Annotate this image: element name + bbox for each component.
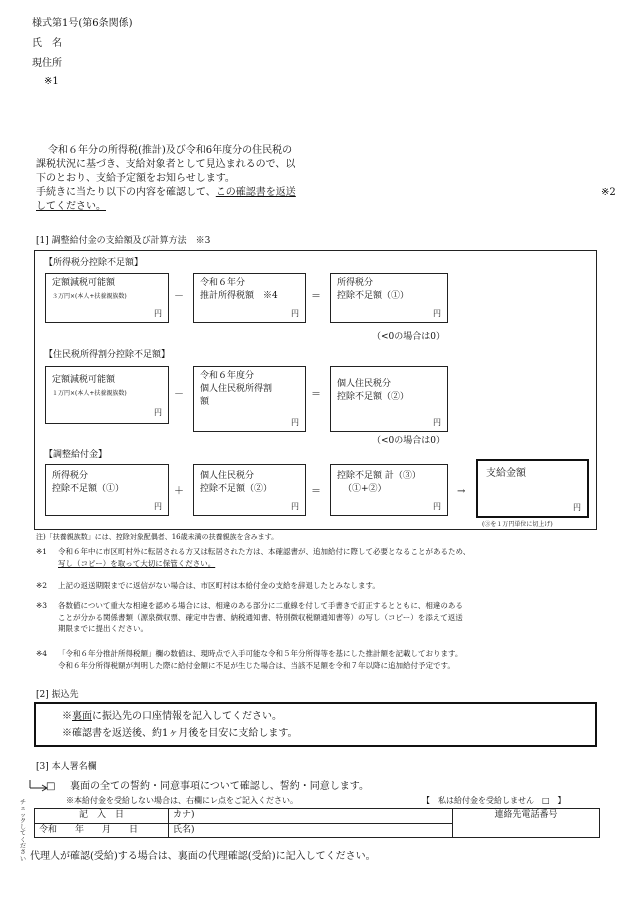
note-2-line-1: 上記の返送期限までに返信がない場合は、市区町村は本給付金の支給を辞退したとみなします。	[58, 581, 380, 590]
resident-box2-unit: 円	[291, 417, 299, 427]
income-box1-unit: 円	[154, 308, 162, 318]
signature-table	[34, 808, 600, 838]
income-box2-line2: 推計所得税額 ※4	[200, 291, 278, 301]
resident-box1-unit: 円	[154, 407, 162, 417]
grant-arrow: →	[457, 486, 466, 497]
bank-info-line-1	[62, 710, 282, 723]
income-minus: －	[174, 291, 184, 302]
resident-box1-sub: １万円×(本人+扶養親族数)	[52, 390, 127, 397]
note-1-mark: ※1	[36, 547, 48, 556]
bank-info-line1-rest: に振込先の口座情報を記入してください。	[92, 711, 282, 722]
resident-condition: （<0の場合は0）	[372, 436, 445, 446]
grant-box2-unit: 円	[291, 501, 299, 511]
resident-box1-title: 定額減税可能額	[52, 375, 116, 385]
resident-box-deduction	[45, 366, 169, 424]
date-header: 記 入 日	[35, 809, 169, 824]
intro-line-2: 課税状況に基づき、支給対象者として見込まれるので、以	[36, 159, 296, 170]
grant-box4-unit: 円	[573, 502, 581, 512]
grant-box3-line1: 控除不足額 計（③）	[337, 471, 421, 481]
resident-label: 【住民税所得割分控除不足額】	[44, 350, 171, 360]
note-2	[36, 580, 606, 592]
note-2-mark: ※2	[36, 581, 48, 590]
note-1-line-2: 写し（コピー）を取って大切に保管ください。	[58, 558, 216, 568]
resident-box2-line2: 個人住民税所得割	[200, 384, 273, 394]
form-number: 様式第1号(第6条関係)	[32, 18, 133, 29]
income-box3-line1: 所得税分	[337, 278, 374, 288]
resident-box2-line1: 令和６年度分	[200, 371, 255, 381]
grant-box3-unit: 円	[433, 501, 441, 511]
confirm-text: 裏面の全ての誓約・同意事項について確認し、誓約・同意します。	[70, 781, 369, 792]
note-3-line-1: 各数値について重大な相違を認める場合には、相違のある部分に二重線を付して手書きで訂正するとともに、相違のある	[58, 601, 463, 610]
grant-plus: ＋	[174, 486, 184, 497]
intro-line-3: 下のとおり、支給予定額をお知らせします。	[36, 173, 235, 184]
note-3	[36, 600, 606, 635]
income-box1-title: 定額減税可能額	[52, 278, 116, 288]
income-box-deduction	[45, 273, 169, 323]
decline-checkbox[interactable]: 【 私は給付金を受給しません □ 】	[422, 796, 566, 805]
resident-box3-line2: 控除不足額（②）	[337, 392, 410, 402]
proxy-note: 代理人が確認(受給)する場合は、裏面の代理確認(受給)に記入してください。	[30, 851, 376, 862]
grant-box-payment	[476, 459, 589, 518]
note-ref-1: ※1	[44, 76, 59, 87]
intro-line-4-plain: 手続きに当たり以下の内容を確認して、	[36, 187, 216, 198]
note-ref-2: ※2	[601, 187, 616, 198]
income-box2-line1: 令和６年分	[200, 278, 246, 288]
confirm-checkbox[interactable]: □	[46, 781, 56, 792]
intro-line-4	[36, 186, 296, 199]
grant-box1-unit: 円	[154, 501, 162, 511]
date-value[interactable]: 令和 年 月 日	[35, 823, 169, 838]
income-label: 【所得税分控除不足額】	[44, 258, 144, 268]
bank-info-reverse-link: 裏面	[72, 711, 92, 722]
note-1-line-1: 令和６年中に市区町村外に転居される方又は転居された方は、本確認書が、追加給付に際して必要となることがあるため、	[58, 547, 471, 556]
bank-info-prefix: ※	[62, 711, 72, 722]
note-3-line-2: ことが分かる関係書類（源泉徴収票、確定申告書、納税通知書、特別徴収税額通知書等）の写し（コピー）を添えて返送	[58, 612, 463, 622]
grant-box2-line2: 控除不足額（②）	[200, 484, 273, 494]
resident-box2-line3: 額	[200, 397, 210, 407]
section2-title: [2] 振込先	[36, 690, 79, 700]
income-box3-unit: 円	[433, 308, 441, 318]
income-box3-line2: 控除不足額（①）	[337, 291, 410, 301]
intro-line-4-underlined: この確認書を返送	[215, 187, 296, 198]
note-1	[36, 546, 606, 569]
resident-box-income-levy	[193, 366, 306, 432]
section3-title: [3] 本人署名欄	[36, 762, 97, 772]
income-box2-unit: 円	[291, 308, 299, 318]
resident-box3-line1: 個人住民税分	[337, 379, 392, 389]
intro-line-5: してください。	[36, 201, 106, 212]
decline-note: ※本給付金を受給しない場合は、右欄にレ点をご記入ください。	[66, 796, 298, 805]
note-4-line-2: 令和６年分所得税額が判明した際に給付金額に不足が生じた場合は、当該不足額を令和７年以降に追加給付予定です。	[58, 660, 455, 670]
grant-round-note: (③を１万円単位に切上げ)	[482, 521, 553, 528]
note-3-line-3: 期限までに提出ください。	[58, 624, 148, 634]
resident-box-shortfall	[330, 366, 448, 432]
grant-box-income	[45, 464, 169, 516]
income-box-estimated-tax	[193, 273, 306, 323]
grant-equals: ＝	[311, 486, 321, 497]
intro-line-1: 令和６年分の所得税(推計)及び令和6年度分の住民税の	[48, 145, 293, 156]
address-label: 現住所	[32, 58, 62, 69]
resident-equals: ＝	[311, 389, 321, 400]
name-label: 氏 名	[32, 38, 62, 49]
vertical-check-label: チェックしてください	[20, 799, 27, 863]
grant-box1-line1: 所得税分	[52, 471, 89, 481]
grant-box-total	[330, 464, 448, 516]
resident-box3-unit: 円	[433, 417, 441, 427]
section1-footnote: 注)「扶養親族数」には、控除対象配偶者、16歳未満の扶養親族を含みます。	[36, 533, 279, 541]
grant-box2-line1: 個人住民税分	[200, 471, 255, 481]
section1-title: [1] 調整給付金の支給額及び計算方法 ※3	[36, 236, 211, 246]
resident-minus: －	[174, 389, 184, 400]
kana-header: カナ)	[169, 809, 453, 824]
grant-box3-line2: （①+②）	[343, 484, 387, 494]
grant-box1-line2: 控除不足額（①）	[52, 484, 125, 494]
income-box-shortfall	[330, 273, 448, 323]
income-equals: ＝	[311, 291, 321, 302]
note-4-line-1: 「令和６年分推計所得税額」欄の数値は、現時点で入手可能な令和５年分所得等を基にした推計額を記載しております。	[58, 649, 463, 658]
income-box1-sub: ３万円×(本人+扶養親族数)	[52, 293, 127, 300]
note-3-mark: ※3	[36, 601, 48, 610]
bank-info-line-2: ※確認書を返送後、約1ヶ月後を目安に支給します。	[62, 728, 298, 739]
grant-box-resident	[193, 464, 306, 516]
grant-box4-title: 支給金額	[486, 468, 526, 479]
note-4-mark: ※4	[36, 649, 48, 658]
note-4	[36, 648, 606, 671]
grant-label: 【調整給付金】	[44, 450, 108, 460]
phone-header: 連絡先電話番号	[453, 809, 600, 838]
bank-info-box	[34, 702, 597, 747]
income-condition: （<0の場合は0）	[372, 332, 445, 342]
name-field[interactable]: 氏名)	[169, 823, 453, 838]
